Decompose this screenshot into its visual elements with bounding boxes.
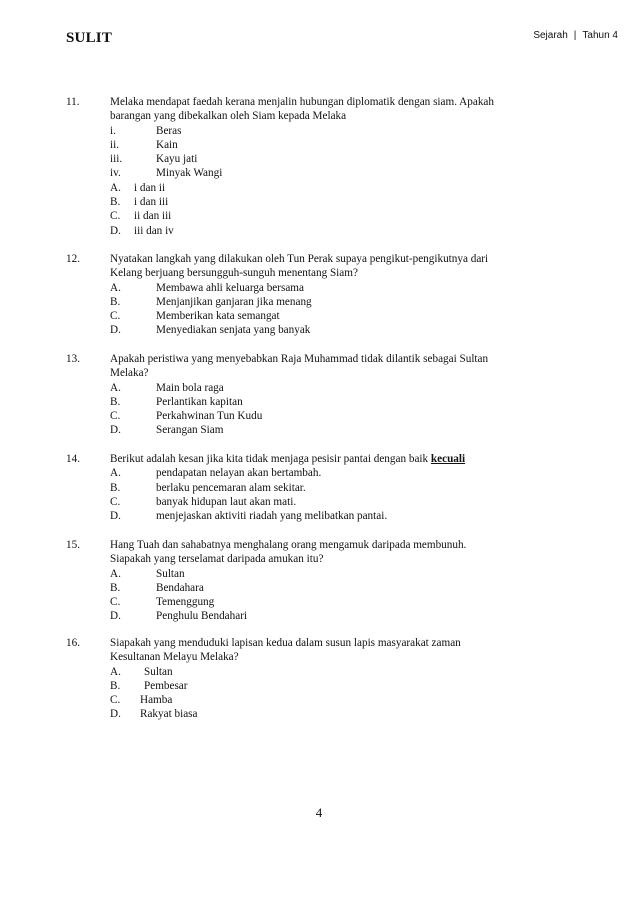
option-text: Sultan	[144, 665, 173, 678]
option-text: Rakyat biasa	[140, 708, 198, 721]
answer-option[interactable]	[110, 195, 556, 209]
answer-option[interactable]	[110, 209, 556, 223]
option-text: Temenggung	[156, 596, 215, 609]
option-text: Main bola raga	[156, 381, 224, 394]
stem-line: Siapakah yang terselamat daripada amukan itu?	[110, 553, 324, 566]
question-number: 11.	[66, 96, 80, 108]
option-text: ii dan iii	[134, 210, 172, 223]
stem-line: Nyatakan langkah yang dilakukan oleh Tun Perak supaya pengikut-pengikutnya dari	[110, 253, 489, 265]
stem-line: Berikut adalah kesan jika kita tidak menjaga pesisir pantai dengan baik	[110, 453, 429, 465]
item-text: Kain	[156, 138, 178, 151]
statement-item	[110, 166, 556, 180]
question-stem	[110, 352, 556, 381]
option-label: A.	[110, 381, 121, 394]
stem-line: Siapakah yang menduduki lapisan kedua dalam susun lapis masyarakat zaman	[110, 637, 461, 649]
stem-line: Apakah peristiwa yang menyebabkan Raja Muhammad tidak dilantik sebagai Sultan	[110, 353, 489, 365]
answer-option[interactable]	[110, 567, 556, 581]
answer-option[interactable]	[110, 665, 556, 679]
option-text: Memberikan kata semangat	[156, 310, 280, 323]
option-label: D.	[110, 610, 121, 623]
answer-option[interactable]	[110, 495, 556, 509]
option-label: C.	[110, 694, 121, 707]
option-text: Bendahara	[156, 581, 204, 594]
statement-item	[110, 124, 556, 138]
option-text: Serangan Siam	[156, 424, 224, 437]
answer-option[interactable]	[110, 381, 556, 395]
option-label: B.	[110, 481, 121, 494]
option-label: D.	[110, 708, 121, 721]
item-label: iv.	[110, 167, 121, 180]
statement-item	[110, 138, 556, 152]
question-stem	[110, 538, 556, 567]
option-text: menjejaskan aktiviti riadah yang melibatkan pantai.	[156, 510, 388, 523]
option-label: B.	[110, 196, 121, 209]
answer-option[interactable]	[110, 295, 556, 309]
answer-option[interactable]	[110, 423, 556, 437]
answer-option[interactable]	[110, 309, 556, 323]
answer-option[interactable]	[110, 181, 556, 195]
option-text: Membawa ahli keluarga bersama	[156, 281, 304, 294]
option-label: B.	[110, 395, 121, 408]
stem-line: Kesultanan Melayu Melaka?	[110, 651, 239, 664]
option-text: iii dan iv	[134, 224, 174, 237]
option-text: Penghulu Bendahari	[156, 610, 248, 623]
option-label: B.	[110, 581, 121, 594]
stem-line: Kelang berjuang bersungguh-sunguh menentang Siam?	[110, 267, 358, 280]
item-label: iii.	[110, 153, 123, 166]
grade-label: Tahun 4	[582, 30, 618, 41]
option-text: berlaku pencemaran alam sekitar.	[156, 481, 306, 494]
stem-line: Melaka mendapat faedah kerana menjalin hubungan diplomatik dengan siam. Apakah	[110, 96, 494, 108]
option-label: C.	[110, 596, 121, 609]
item-text: Minyak Wangi	[156, 167, 223, 180]
stem-emphasis: kecuali	[430, 453, 466, 465]
page-number: 4	[315, 805, 323, 820]
answer-option[interactable]	[110, 679, 556, 693]
option-text: Menyediakan senjata yang banyak	[156, 324, 311, 337]
page-header-subject	[533, 30, 618, 41]
question-stem	[110, 252, 556, 281]
option-label: B.	[110, 295, 121, 308]
answer-option[interactable]	[110, 595, 556, 609]
question-number: 15.	[66, 539, 80, 551]
option-text: i dan iii	[134, 196, 169, 209]
answer-option[interactable]	[110, 481, 556, 495]
question-stem	[110, 95, 556, 124]
answer-option[interactable]	[110, 395, 556, 409]
answer-option[interactable]	[110, 581, 556, 595]
option-text: Sultan	[156, 567, 185, 580]
answer-option[interactable]	[110, 609, 556, 623]
option-label: A.	[110, 181, 121, 194]
option-text: Hamba	[140, 694, 173, 707]
answer-option[interactable]	[110, 281, 556, 295]
question-number: 12.	[66, 253, 80, 265]
question-stem	[110, 636, 556, 665]
option-text: Perkahwinan Tun Kudu	[156, 410, 263, 423]
option-label: B.	[110, 679, 121, 692]
question-number: 14.	[66, 453, 80, 465]
subject-label: Sejarah	[533, 30, 568, 41]
option-text: pendapatan nelayan akan bertambah.	[156, 467, 322, 480]
item-label: i.	[110, 124, 116, 137]
option-label: D.	[110, 324, 121, 337]
option-label: A.	[110, 567, 121, 580]
question-number: 16.	[66, 637, 80, 649]
answer-option[interactable]	[110, 707, 556, 721]
header-separator: |	[573, 30, 577, 41]
option-label: D.	[110, 424, 121, 437]
option-text: Perlantikan kapitan	[156, 395, 243, 408]
option-text: i dan ii	[134, 181, 166, 194]
answer-option[interactable]	[110, 466, 556, 480]
option-label: D.	[110, 510, 121, 523]
answer-option[interactable]	[110, 409, 556, 423]
option-label: C.	[110, 210, 121, 223]
answer-option[interactable]	[110, 323, 556, 337]
answer-option[interactable]	[110, 693, 556, 707]
stem-line: Melaka?	[110, 367, 149, 380]
item-label: ii.	[110, 138, 120, 151]
option-text: banyak hidupan laut akan mati.	[156, 495, 297, 508]
item-text: Kayu jati	[156, 153, 198, 166]
item-text: Beras	[156, 124, 182, 137]
option-label: A.	[110, 281, 121, 294]
option-label: C.	[110, 310, 121, 323]
option-label: C.	[110, 410, 121, 423]
answer-option[interactable]	[110, 224, 556, 238]
stem-line: Hang Tuah dan sahabatnya menghalang orang mengamuk daripada membunuh.	[110, 539, 467, 551]
option-label: D.	[110, 224, 121, 237]
option-label: A.	[110, 665, 121, 678]
question-number: 13.	[66, 353, 80, 365]
stem-line: barangan yang dibekalkan oleh Siam kepada Melaka	[110, 110, 347, 123]
option-label: A.	[110, 467, 121, 480]
option-label: C.	[110, 495, 121, 508]
option-text: Menjanjikan ganjaran jika menang	[156, 295, 312, 308]
statement-item	[110, 152, 556, 166]
classification-label: SULIT	[66, 30, 113, 46]
option-text: Pembesar	[144, 679, 188, 692]
answer-option[interactable]	[110, 509, 556, 523]
question-stem	[110, 452, 556, 466]
